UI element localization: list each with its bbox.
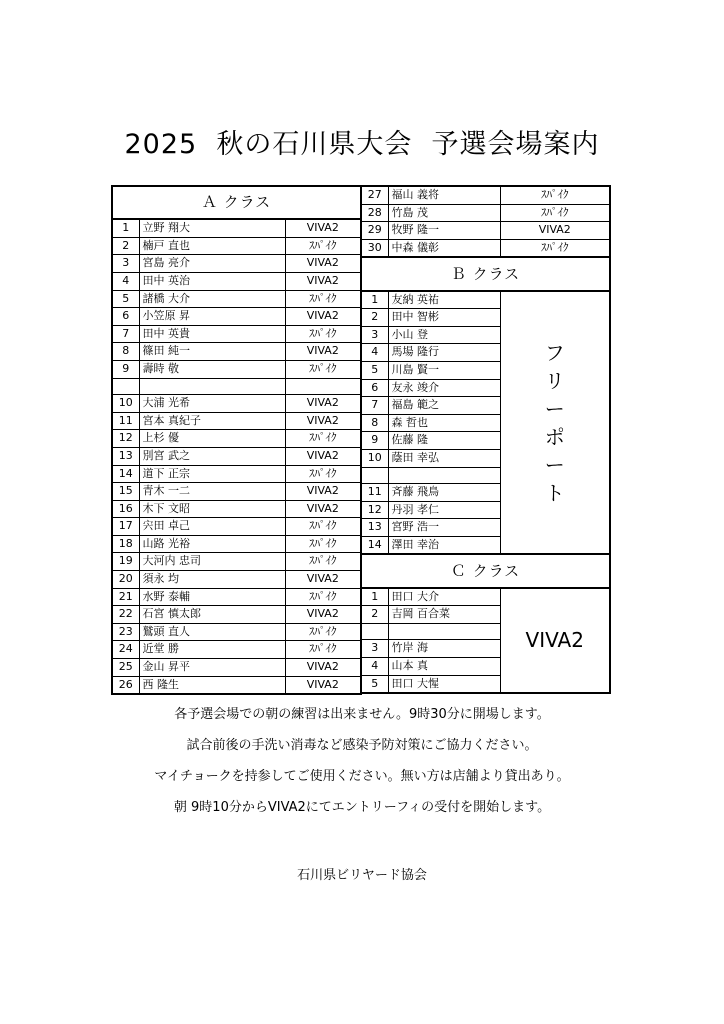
player-number: 13 — [361, 519, 388, 537]
player-venue: VIVA2 — [285, 606, 361, 624]
player-number: 3 — [112, 255, 139, 273]
player-venue: VIVA2 — [285, 412, 361, 430]
table-row — [112, 518, 361, 536]
table-row — [112, 430, 361, 448]
player-name: 大浦 光希 — [139, 395, 285, 413]
class-b-venue-char: ト — [544, 480, 565, 505]
player-name: 牧野 隆一 — [388, 222, 500, 240]
table-row — [361, 239, 610, 257]
player-number: 16 — [112, 500, 139, 518]
player-number: 4 — [361, 658, 388, 676]
table-row — [112, 308, 361, 326]
player-venue: VIVA2 — [285, 447, 361, 465]
player-number: 9 — [112, 360, 139, 378]
table-row — [112, 343, 361, 361]
player-name: 田口 大惺 — [388, 675, 500, 693]
player-number: 10 — [112, 395, 139, 413]
class-c-header-row — [361, 554, 610, 587]
table-row — [112, 447, 361, 465]
player-venue: ｽﾊﾟｲｸ — [500, 239, 610, 257]
player-number: 9 — [361, 432, 388, 450]
player-number: 27 — [361, 186, 388, 204]
player-venue: ｽﾊﾟｲｸ — [285, 588, 361, 606]
table-row — [112, 623, 361, 641]
player-name: 友納 英祐 — [388, 291, 500, 309]
player-name: 山本 真 — [388, 658, 500, 676]
player-name: 小笠原 昇 — [139, 308, 285, 326]
player-name: 馬場 隆行 — [388, 344, 500, 362]
player-number: 2 — [361, 309, 388, 327]
table-row — [112, 219, 361, 237]
player-venue — [285, 378, 361, 395]
player-number: 29 — [361, 222, 388, 240]
class-c-venue: VIVA2 — [500, 588, 610, 694]
player-name: 別宮 武之 — [139, 447, 285, 465]
player-number: 23 — [112, 623, 139, 641]
player-name: 福島 範之 — [388, 397, 500, 415]
player-venue: ｽﾊﾟｲｸ — [285, 237, 361, 255]
notes — [0, 708, 724, 832]
player-number: 5 — [361, 675, 388, 693]
player-name — [388, 623, 500, 640]
player-number: 14 — [361, 536, 388, 554]
player-number: 1 — [361, 291, 388, 309]
player-name: 石宮 慎太郎 — [139, 606, 285, 624]
table-row — [361, 588, 610, 606]
page-title: 2025 秋の石川県大会 予選会場案内 — [124, 129, 600, 160]
player-name: 金山 昇平 — [139, 659, 285, 677]
player-number: 15 — [112, 483, 139, 501]
player-venue: ｽﾊﾟｲｸ — [285, 325, 361, 343]
player-number: 4 — [361, 344, 388, 362]
player-number: 12 — [361, 501, 388, 519]
table-row — [112, 588, 361, 606]
table-row — [112, 290, 361, 308]
player-number: 10 — [361, 449, 388, 467]
player-venue: ｽﾊﾟｲｸ — [285, 641, 361, 659]
player-number: 11 — [361, 484, 388, 502]
player-name: 川島 賢一 — [388, 361, 500, 379]
table-row — [112, 535, 361, 553]
player-name: 宮島 亮介 — [139, 255, 285, 273]
player-number: 24 — [112, 641, 139, 659]
right-table — [360, 185, 611, 694]
player-venue: ｽﾊﾟｲｸ — [285, 360, 361, 378]
player-name: 田中 英治 — [139, 272, 285, 290]
table-row — [112, 255, 361, 273]
player-venue: ｽﾊﾟｲｸ — [500, 204, 610, 222]
player-name: 大河内 忠司 — [139, 553, 285, 571]
note-practice: 各予選会場での朝の練習は出来ません。9時30分に開場します。 — [174, 707, 550, 722]
table-row — [112, 483, 361, 501]
player-number: 25 — [112, 659, 139, 677]
player-venue: ｽﾊﾟｲｸ — [285, 623, 361, 641]
player-name: 青木 一二 — [139, 483, 285, 501]
player-number: 5 — [112, 290, 139, 308]
table-row — [361, 222, 610, 240]
player-number: 8 — [361, 414, 388, 432]
table-row — [112, 412, 361, 430]
player-name: 福山 義将 — [388, 186, 500, 204]
player-name: 田口 大介 — [388, 588, 500, 606]
player-number — [112, 378, 139, 395]
player-name: 友永 竣介 — [388, 379, 500, 397]
player-venue: ｽﾊﾟｲｸ — [285, 290, 361, 308]
player-number: 1 — [361, 588, 388, 606]
player-number: 8 — [112, 343, 139, 361]
player-name: 田中 智彬 — [388, 309, 500, 327]
table-row — [112, 237, 361, 255]
player-number: 4 — [112, 272, 139, 290]
note-entry: 朝 9時10分からVIVA2にてエントリーフィの受付を開始します。 — [173, 800, 551, 815]
player-number: 6 — [361, 379, 388, 397]
player-number: 14 — [112, 465, 139, 483]
table-row — [361, 186, 610, 204]
player-name: 須永 均 — [139, 571, 285, 589]
table-row — [112, 465, 361, 483]
player-number: 30 — [361, 239, 388, 257]
player-name: 蔭田 幸弘 — [388, 449, 500, 467]
player-name: 篠田 純一 — [139, 343, 285, 361]
class-a-table — [111, 185, 362, 695]
table-row — [112, 553, 361, 571]
class-b-header: Ｂ クラス — [361, 257, 610, 290]
class-b-venue-char: リ — [544, 368, 565, 393]
player-name: 西 隆生 — [139, 676, 285, 694]
player-venue: VIVA2 — [285, 219, 361, 237]
player-venue: ｽﾊﾟｲｸ — [500, 186, 610, 204]
player-name — [139, 378, 285, 395]
player-number: 2 — [112, 237, 139, 255]
player-number: 7 — [361, 397, 388, 415]
player-venue: VIVA2 — [285, 483, 361, 501]
player-name: 田中 英貴 — [139, 325, 285, 343]
player-venue: ｽﾊﾟｲｸ — [285, 465, 361, 483]
player-name: 吉岡 百合菜 — [388, 606, 500, 624]
table-row — [361, 291, 610, 309]
table-row — [112, 325, 361, 343]
player-number: 26 — [112, 676, 139, 694]
player-venue: VIVA2 — [285, 395, 361, 413]
class-b-venue-char: フ — [544, 340, 565, 365]
player-number: 21 — [112, 588, 139, 606]
player-name: 森 哲也 — [388, 414, 500, 432]
player-number: 2 — [361, 606, 388, 624]
player-number: 6 — [112, 308, 139, 326]
player-name: 斉藤 飛鳥 — [388, 484, 500, 502]
player-name: 上杉 優 — [139, 430, 285, 448]
player-venue: VIVA2 — [285, 676, 361, 694]
player-name: 近堂 勝 — [139, 641, 285, 659]
player-venue: ｽﾊﾟｲｸ — [285, 553, 361, 571]
player-name: 楠戸 直也 — [139, 237, 285, 255]
player-number: 5 — [361, 361, 388, 379]
note-chalk: マイチョークを持参してご使用ください。無い方は店舗より貸出あり。 — [154, 769, 570, 784]
player-number: 20 — [112, 571, 139, 589]
player-name: 諸橋 大介 — [139, 290, 285, 308]
table-row — [112, 641, 361, 659]
player-name: 鷲頭 直人 — [139, 623, 285, 641]
player-number: 19 — [112, 553, 139, 571]
player-number: 28 — [361, 204, 388, 222]
player-number: 12 — [112, 430, 139, 448]
player-name: 佐藤 隆 — [388, 432, 500, 450]
class-b-header-row — [361, 257, 610, 290]
player-name: 小山 登 — [388, 326, 500, 344]
player-number: 17 — [112, 518, 139, 536]
player-venue: VIVA2 — [500, 222, 610, 240]
table-row — [112, 378, 361, 395]
player-number: 3 — [361, 326, 388, 344]
player-number: 11 — [112, 412, 139, 430]
class-b-venue-char: ポ — [544, 424, 565, 449]
class-a-header: Ａ クラス — [112, 186, 361, 219]
note-hygiene: 試合前後の手洗い消毒など感染予防対策にご協力ください。 — [186, 738, 538, 753]
table-row — [112, 571, 361, 589]
player-name: 宮野 浩一 — [388, 519, 500, 537]
player-name: 立野 翔大 — [139, 219, 285, 237]
player-number: 22 — [112, 606, 139, 624]
class-b-venue-char: ー — [544, 452, 565, 477]
player-number: 1 — [112, 219, 139, 237]
player-name: 中森 儀彰 — [388, 239, 500, 257]
table-row — [112, 395, 361, 413]
association: 石川県ビリヤード協会 — [297, 868, 427, 883]
player-number: 7 — [112, 325, 139, 343]
player-venue: ｽﾊﾟｲｸ — [285, 518, 361, 536]
table-row — [112, 500, 361, 518]
table-row — [112, 360, 361, 378]
player-name: 竹岸 海 — [388, 640, 500, 658]
player-number: 13 — [112, 447, 139, 465]
player-name: 道下 正宗 — [139, 465, 285, 483]
player-number — [361, 467, 388, 484]
player-name: 山路 光裕 — [139, 535, 285, 553]
class-b-venue — [500, 291, 610, 555]
player-name: 丹羽 孝仁 — [388, 501, 500, 519]
table-row — [112, 272, 361, 290]
player-venue: ｽﾊﾟｲｸ — [285, 430, 361, 448]
player-name: 竹島 茂 — [388, 204, 500, 222]
player-venue: VIVA2 — [285, 272, 361, 290]
player-name: 水野 泰輔 — [139, 588, 285, 606]
player-name: 宮本 真紀子 — [139, 412, 285, 430]
table-row — [112, 676, 361, 694]
player-venue: VIVA2 — [285, 500, 361, 518]
player-name: 宍田 卓己 — [139, 518, 285, 536]
class-b-venue-char: ー — [544, 396, 565, 421]
player-venue: VIVA2 — [285, 343, 361, 361]
player-number: 3 — [361, 640, 388, 658]
player-name: 木下 文昭 — [139, 500, 285, 518]
table-row — [361, 204, 610, 222]
player-venue: VIVA2 — [285, 308, 361, 326]
player-number — [361, 623, 388, 640]
table-row — [112, 606, 361, 624]
player-venue: VIVA2 — [285, 659, 361, 677]
player-name: 澤田 幸治 — [388, 536, 500, 554]
player-name: 壽時 敬 — [139, 360, 285, 378]
player-venue: VIVA2 — [285, 255, 361, 273]
class-c-header: Ｃ クラス — [361, 554, 610, 587]
player-number: 18 — [112, 535, 139, 553]
player-venue: ｽﾊﾟｲｸ — [285, 535, 361, 553]
table-row — [112, 659, 361, 677]
player-venue: VIVA2 — [285, 571, 361, 589]
player-name — [388, 467, 500, 484]
